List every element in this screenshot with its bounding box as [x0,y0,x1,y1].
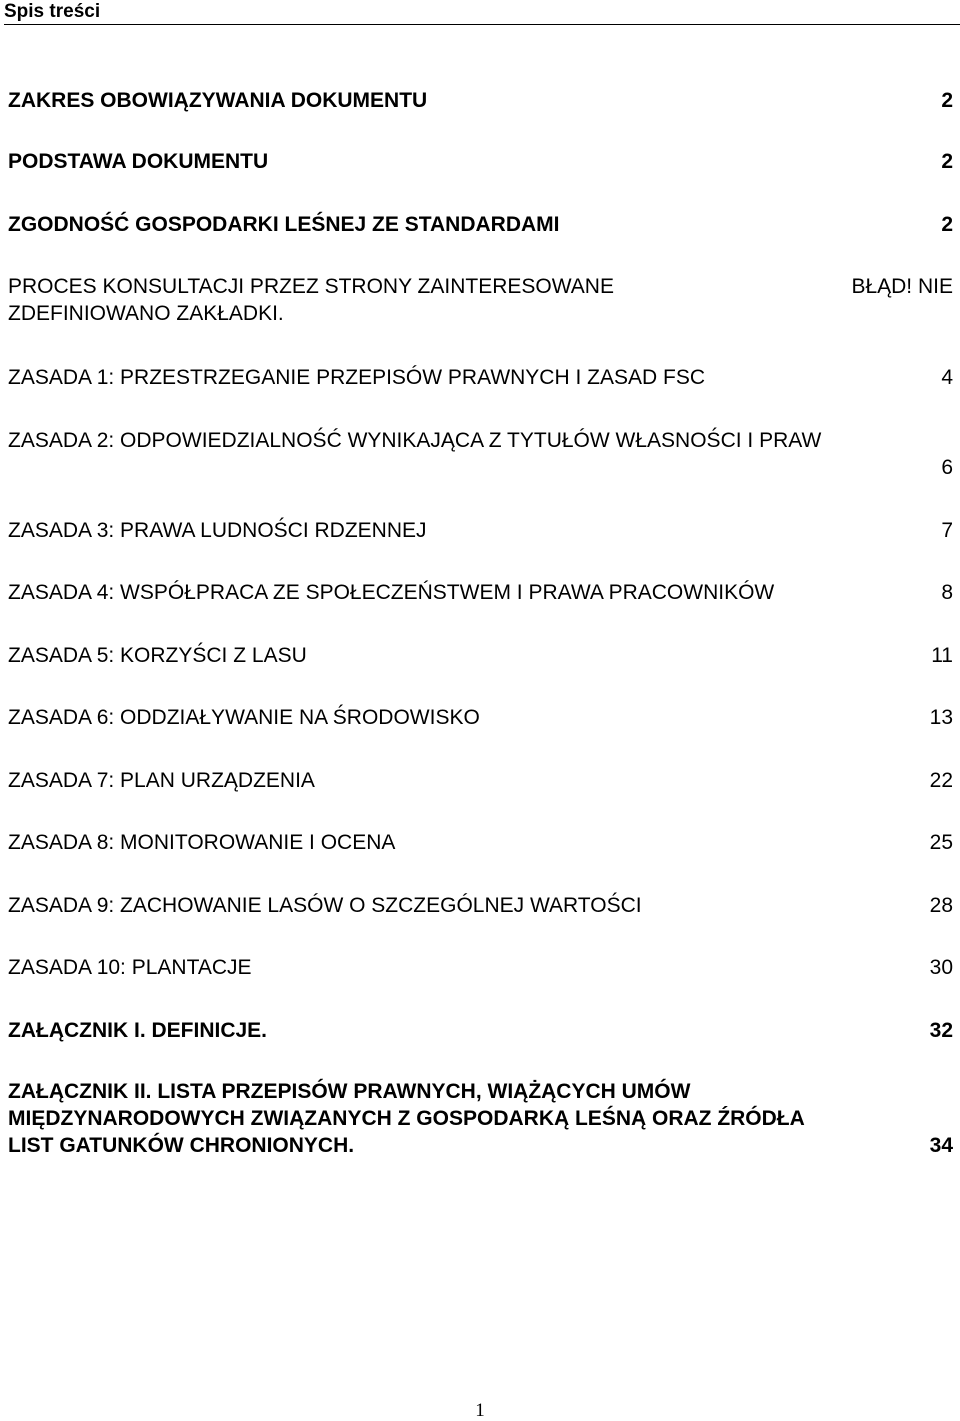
toc-entry-page: BŁĄD! NIE [851,275,953,298]
toc-entry-page: 13 [929,706,953,729]
toc-entry-title: ZASADA 8: MONITOROWANIE I OCENA [8,831,396,854]
toc-entry-zasada-3[interactable] [8,517,953,544]
toc-entry-title: ZASADA 6: ODDZIAŁYWANIE NA ŚRODOWISKO [8,706,480,729]
toc-entry-title: ZASADA 3: PRAWA LUDNOŚCI RDZENNEJ [8,519,427,542]
toc-entry-title-line-1: ZAŁĄCZNIK II. LISTA PRZEPISÓW PRAWNYCH, WIĄŻĄCYCH UMÓW [8,1080,691,1103]
toc-entry-title-line-3: LIST GATUNKÓW CHRONIONYCH. [8,1134,355,1157]
toc-entry-page: 2 [941,89,953,112]
toc-entry-title: ZASADA 10: PLANTACJE [8,956,252,979]
toc-entry-page: 32 [929,1019,953,1042]
toc-entry-zasada-2[interactable] [8,427,953,481]
toc-entry-zasada-1[interactable] [8,364,953,391]
toc-entry-title: ZASADA 9: ZACHOWANIE LASÓW O SZCZEGÓLNEJ WARTOŚCI [8,894,642,917]
toc-heading: Spis treści [4,1,101,22]
toc-entry-page: 2 [941,213,953,236]
page-number: 1 [475,1400,485,1421]
toc-entry-zasada-4[interactable] [8,579,953,606]
toc-entry-page: 6 [941,456,953,479]
toc-entry-zasada-10[interactable] [8,954,953,981]
toc-entry-proces[interactable] [8,273,953,327]
toc-entry-page: 11 [931,644,953,667]
toc-entry-title: ZASADA 1: PRZESTRZEGANIE PRZEPISÓW PRAWNYCH I ZASAD FSC [8,366,705,389]
toc-entry-page: 28 [929,894,953,917]
toc-entry-zasada-7[interactable] [8,767,953,794]
toc-entry-zakres[interactable] [8,87,953,114]
toc-entry-page: 22 [929,769,953,792]
toc-entry-title: ZASADA 5: KORZYŚCI Z LASU [8,644,307,667]
toc-entry-page: 30 [929,956,953,979]
toc-entry-title: ZGODNOŚĆ GOSPODARKI LEŚNEJ ZE STANDARDAMI [8,213,560,236]
toc-entry-page: 2 [941,150,953,173]
toc-entry-zasada-6[interactable] [8,704,953,731]
toc-entry-page: 4 [941,366,953,389]
toc-entry-zasada-9[interactable] [8,892,953,919]
toc-entry-title: ZASADA 2: ODPOWIEDZIALNOŚĆ WYNIKAJĄCA Z TYTUŁÓW WŁASNOŚCI I PRAW [8,429,822,452]
toc-entry-title: ZAKRES OBOWIĄZYWANIA DOKUMENTU [8,89,428,112]
toc-entry-page: 8 [941,581,953,604]
toc-entry-page: 34 [929,1134,953,1157]
toc-entry-zasada-5[interactable] [8,642,953,669]
heading-rule [4,24,960,25]
toc-entry-continuation: ZDEFINIOWANO ZAKŁADKI. [8,302,284,325]
toc-entry-podstawa[interactable] [8,148,953,175]
toc-entry-zalacznik-2[interactable] [8,1078,953,1159]
toc-entry-title: PROCES KONSULTACJI PRZEZ STRONY ZAINTERESOWANE [8,275,614,298]
toc-entry-zgodnosc[interactable] [8,211,953,238]
toc-entry-title: ZASADA 7: PLAN URZĄDZENIA [8,769,315,792]
toc-entry-title: ZASADA 4: WSPÓŁPRACA ZE SPOŁECZEŃSTWEM I PRAWA PRACOWNIKÓW [8,581,775,604]
toc-entry-page: 25 [929,831,953,854]
toc-entry-page: 7 [941,519,953,542]
toc-entry-zasada-8[interactable] [8,829,953,856]
toc-entry-title-line-2: MIĘDZYNARODOWYCH ZWIĄZANYCH Z GOSPODARKĄ LEŚNĄ ORAZ ŹRÓDŁA [8,1107,805,1130]
toc-entry-zalacznik-1[interactable] [8,1017,953,1044]
toc-entry-title: PODSTAWA DOKUMENTU [8,150,269,173]
toc-entry-title: ZAŁĄCZNIK I. DEFINICJE. [8,1019,268,1042]
